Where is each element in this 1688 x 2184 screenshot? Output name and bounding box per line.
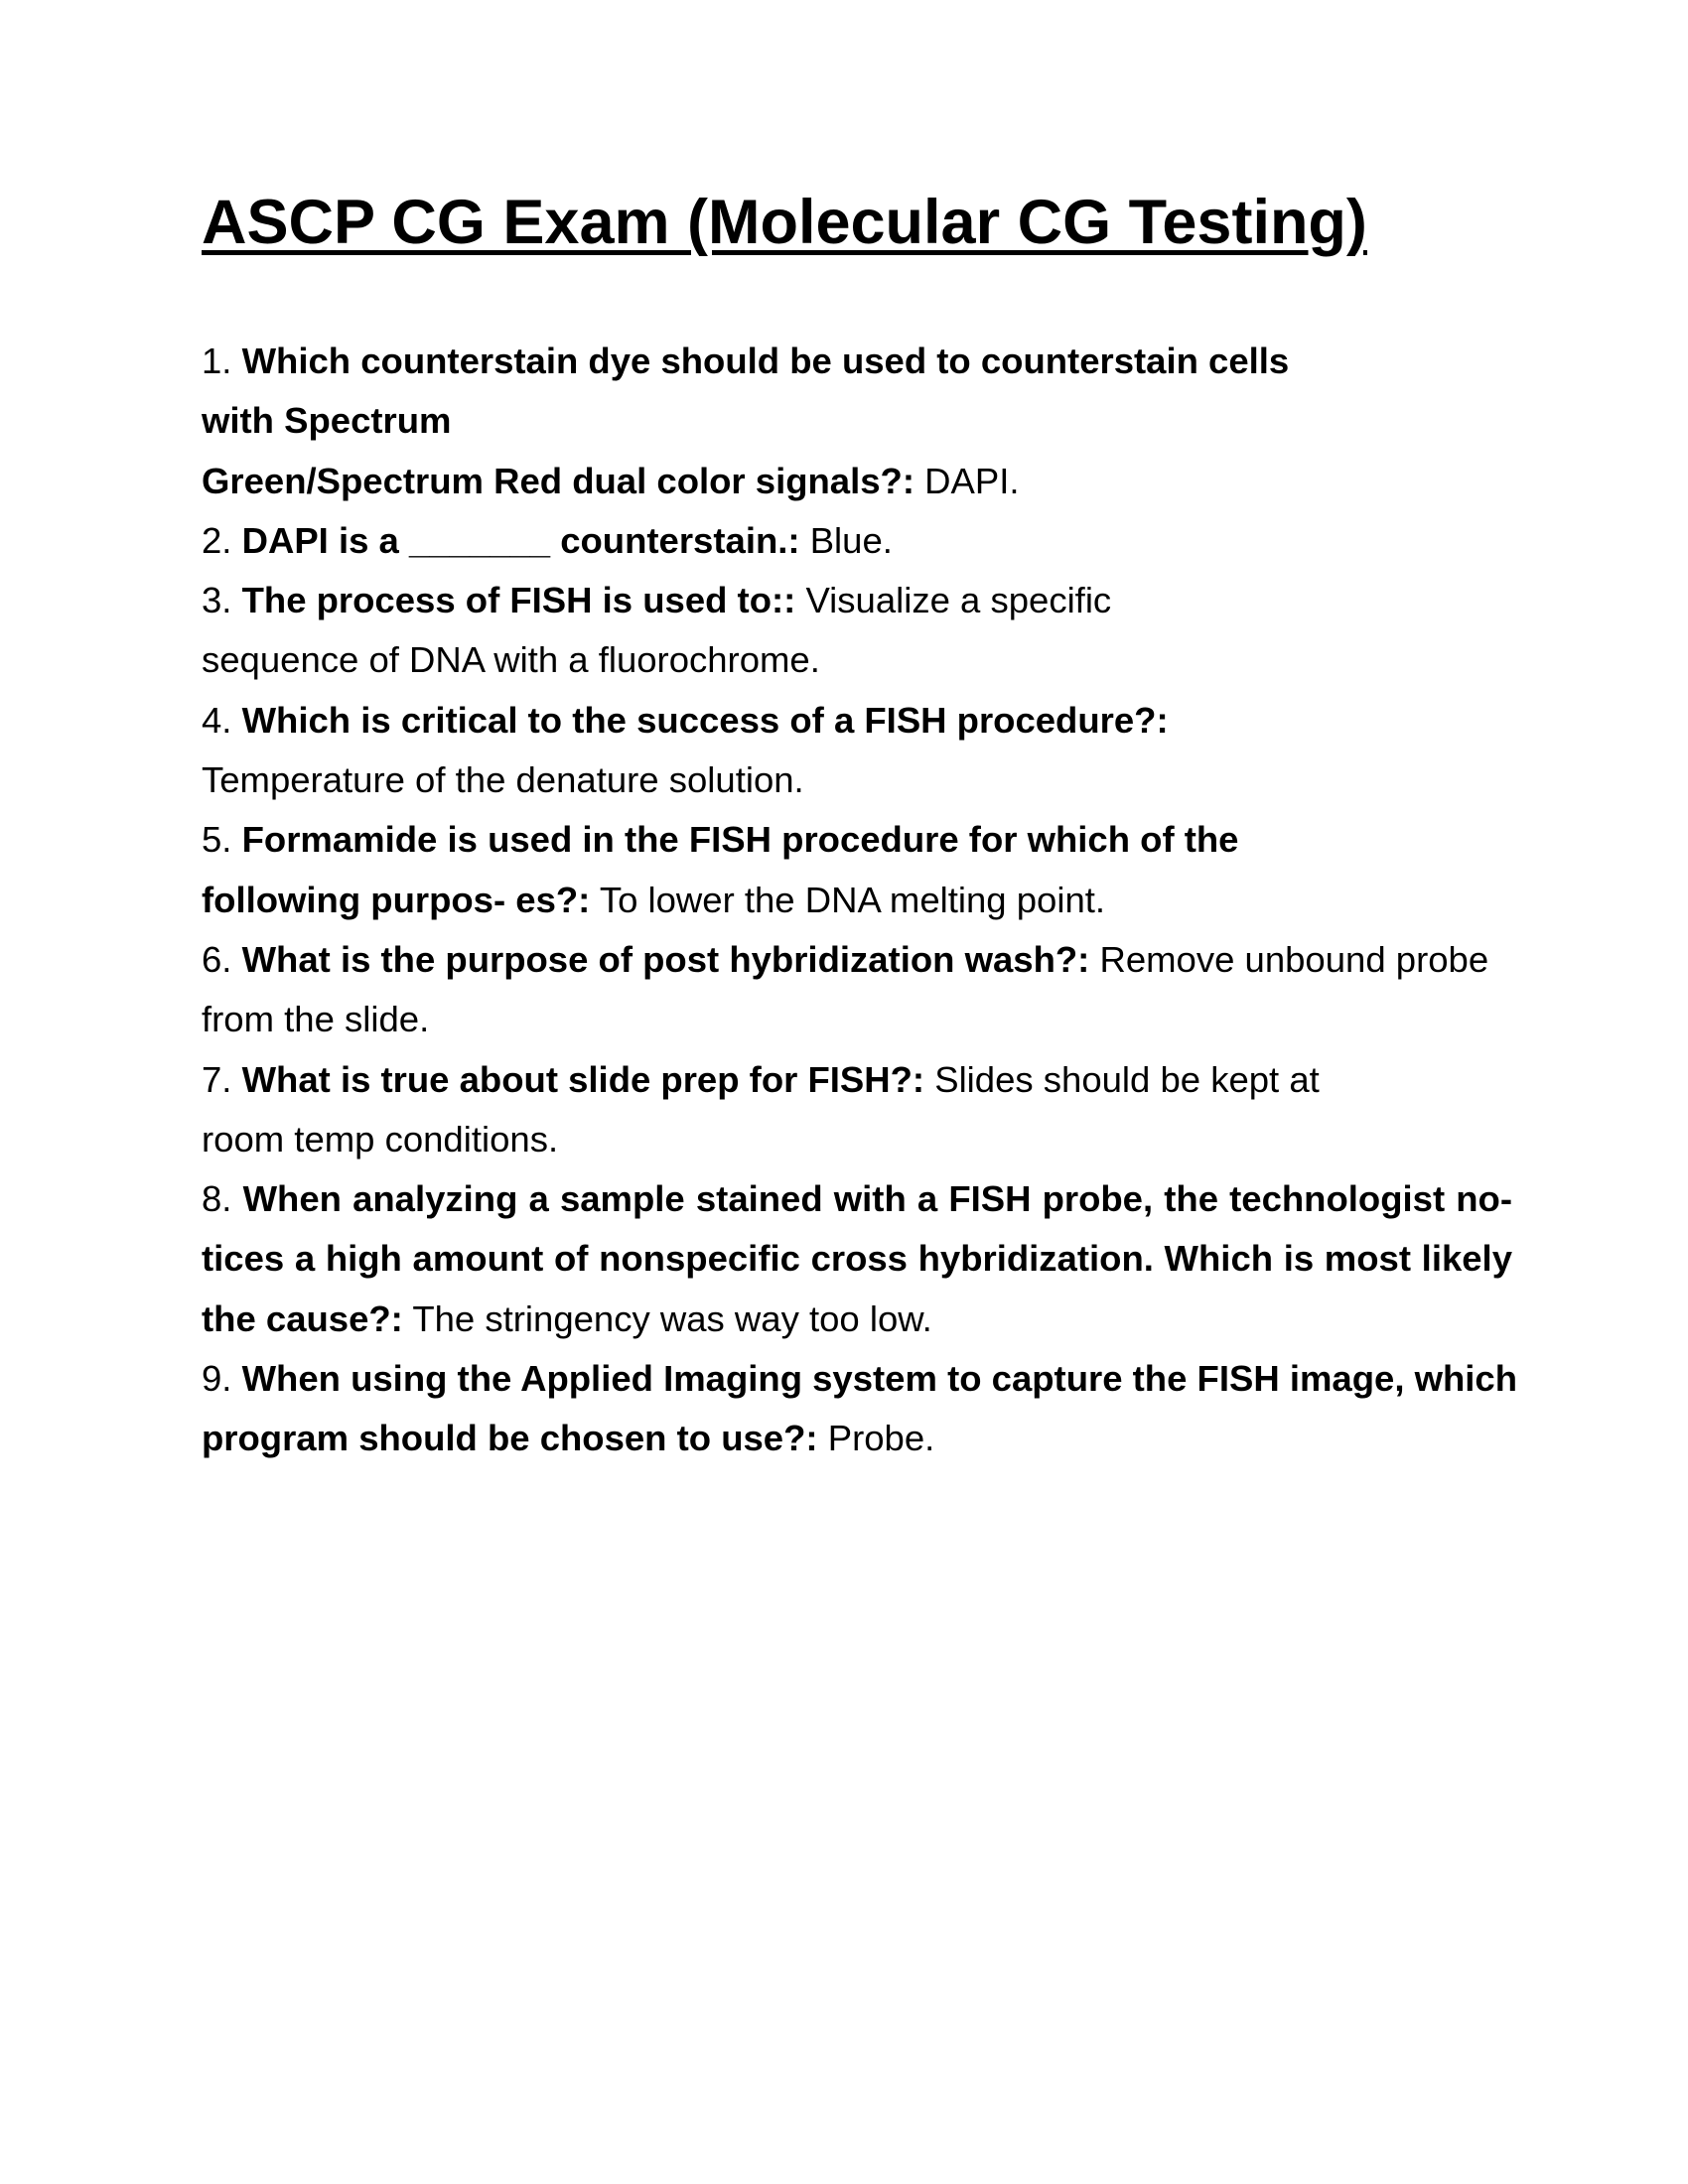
document-title: ASCP CG Exam (Molecular CG Testing) (202, 188, 1367, 257)
answer-text: Visualize a specific sequence of DNA with a fluorochrome. (202, 580, 1112, 681)
question-number: 8. (202, 1178, 232, 1220)
question-number: 6. (202, 938, 232, 980)
answer-text: Probe. (827, 1418, 935, 1459)
question-text: When analyzing a sample stained with a FISH probe, the technologist no- tices a high amount of nonspecific cross hybridization. Which is most likely the cause?: (202, 1178, 1512, 1339)
question-item-9 (202, 1349, 1522, 1469)
question-number: 9. (202, 1358, 232, 1400)
question-item-3 (202, 571, 1244, 691)
question-number: 1. (202, 341, 232, 381)
question-text: Which counterstain dye should be used to counterstain cells (241, 341, 1290, 381)
question-text: What is the purpose of post hybridization wash?: (241, 938, 1090, 980)
question-item-6 (202, 930, 1512, 1050)
answer-text: DAPI. (924, 460, 1020, 501)
question-number: 2. (202, 519, 232, 561)
question-number: 4. (202, 699, 232, 741)
answer-text: Remove unbound probe from the slide. (202, 938, 1489, 1040)
question-text: When using the Applied Imaging system to capture the FISH image, which program should be chosen to use?: (202, 1358, 1518, 1459)
question-text: What is true about slide prep for FISH?: (241, 1058, 925, 1100)
question-number: 7. (202, 1058, 232, 1100)
question-item-2 (202, 511, 1512, 571)
question-number: 3. (202, 580, 232, 621)
question-text: with Spectrum (202, 400, 452, 442)
question-text: Which is critical to the success of a FISH procedure?: (241, 699, 1169, 741)
question-item-7 (202, 1050, 1343, 1170)
answer-text: Slides should be kept at room temp conditions. (202, 1058, 1320, 1160)
question-text: Formamide is used in the FISH procedure for which of the following purpos- es?: (202, 819, 1239, 920)
answer-text: Blue. (809, 519, 893, 561)
question-text: The process of FISH is used to:: (241, 580, 796, 621)
question-item-8 (202, 1169, 1512, 1349)
question-item-5 (202, 810, 1393, 930)
answer-text: Temperature of the denature solution. (202, 759, 804, 801)
question-text: DAPI is a _______ counterstain.: (241, 519, 800, 561)
answer-text: The stringency was way too low. (412, 1297, 932, 1339)
question-number: 5. (202, 819, 232, 861)
question-list (202, 332, 1518, 1469)
question-item-1 (202, 332, 1512, 511)
question-item-4 (202, 691, 1314, 811)
question-text: Green/Spectrum Red dual color signals?: (202, 460, 914, 501)
answer-text: To lower the DNA melting point. (599, 879, 1106, 920)
